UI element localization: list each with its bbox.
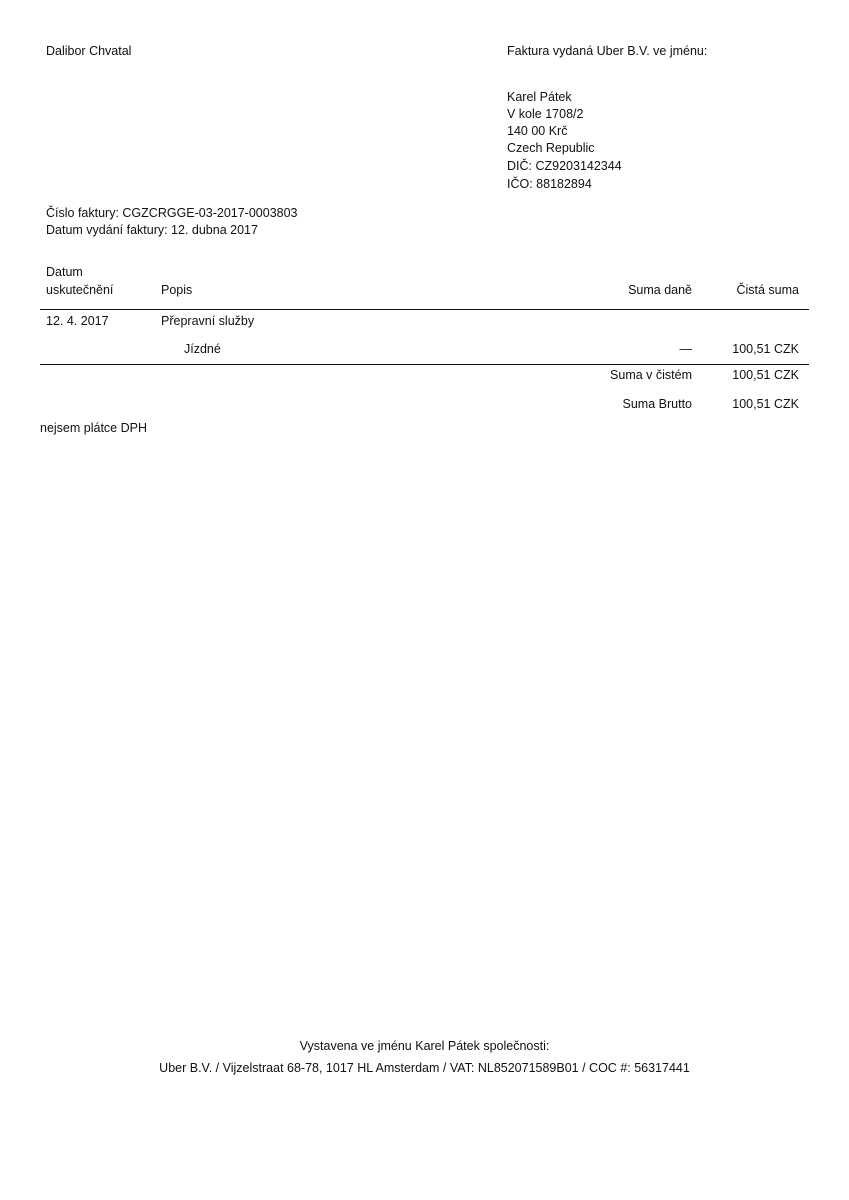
customer-name: Karel Pátek: [507, 90, 572, 104]
customer-dic: DIČ: CZ9203142344: [507, 159, 622, 173]
row-description: Přepravní služby: [161, 314, 255, 328]
footer-issued-line: Vystavena ve jménu Karel Pátek společnosti:: [299, 1039, 550, 1053]
total-net-value: 100,51 CZK: [732, 368, 799, 382]
total-gross-value: 100,51 CZK: [732, 397, 799, 411]
invoice-number: Číslo faktury: CGZCRGGE-03-2017-0003803: [46, 206, 298, 220]
table-header-divider: [40, 309, 809, 310]
table-body-divider: [40, 364, 809, 365]
invoice-date: Datum vydání faktury: 12. dubna 2017: [46, 223, 258, 237]
customer-street: V kole 1708/2: [507, 107, 584, 121]
total-net-label: Suma v čistém: [610, 368, 692, 382]
customer-country: Czech Republic: [507, 141, 595, 155]
footer-company-line: Uber B.V. / Vijzelstraat 68-78, 1017 HL Amsterdam / VAT: NL852071589B01 / COC #: 56317441: [159, 1061, 690, 1075]
total-gross-label: Suma Brutto: [622, 397, 692, 411]
vat-note: nejsem plátce DPH: [40, 421, 147, 435]
row-date: 12. 4. 2017: [46, 314, 109, 328]
header-description: Popis: [161, 283, 193, 297]
header-date-line2: uskutečnění: [46, 283, 114, 297]
subrow-net: 100,51 CZK: [732, 342, 799, 356]
subrow-description: Jízdné: [184, 342, 221, 356]
header-net: Čistá suma: [736, 283, 799, 297]
customer-ico: IČO: 88182894: [507, 177, 592, 191]
header-tax: Suma daně: [628, 283, 692, 297]
header-date-line1: Datum: [46, 265, 83, 279]
issuer-name: Dalibor Chvatal: [46, 44, 132, 58]
customer-city: 140 00 Krč: [507, 124, 568, 138]
issued-on-behalf-label: Faktura vydaná Uber B.V. ve jménu:: [507, 44, 708, 58]
subrow-tax: —: [679, 342, 692, 356]
